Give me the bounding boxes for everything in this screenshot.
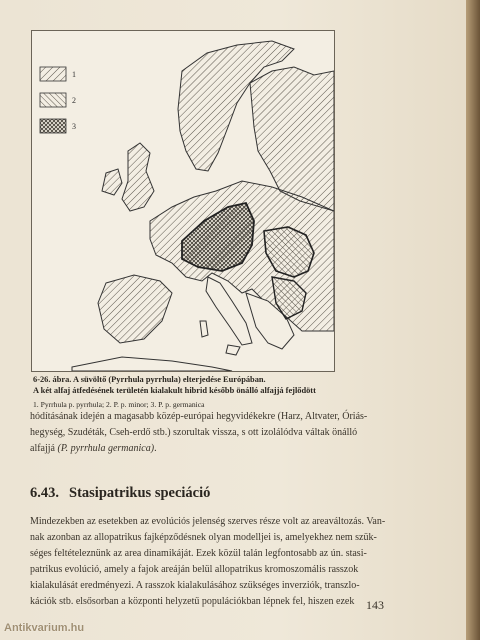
subspecies-name: (P. pyrrhula germanica) xyxy=(57,443,155,454)
intro-line-1: hódításának idején a magasabb közép-európai hegyvidékekre (Harz, Altvater, Óriás- xyxy=(30,411,368,422)
north-africa-coast xyxy=(72,357,232,371)
map-drawing xyxy=(32,31,334,371)
section-paragraph xyxy=(30,514,386,610)
intro-line-3: alfajjá (P. pyrrhula germanica). xyxy=(30,443,157,454)
legend-swatch-1 xyxy=(40,67,66,81)
sardinia-land xyxy=(200,321,208,337)
section-line-1: Mindezekben az esetekben az evolúciós jelenség szerves része volt az areaváltozás. Van- xyxy=(30,516,386,527)
caption-subtitle: A két alfaj átfedésének területén kialakult hibrid később önálló alfajjá fejlődött xyxy=(33,386,316,395)
figure-caption xyxy=(33,374,333,410)
great-britain-land xyxy=(122,143,154,211)
book-spine-edge xyxy=(466,0,480,640)
legend-swatch-3 xyxy=(40,119,66,133)
section-line-4: patrikus evolúció, amely a fajok areáján belül allopatrikus kromoszomális rasszok xyxy=(30,564,359,575)
section-line-6: kációk stb. elsősorban a központi helyzetű populációkban lépnek fel, hiszen ezek xyxy=(30,596,355,607)
iberia-land xyxy=(98,275,172,343)
section-line-5: kialakulását eredményezi. A rasszok kialakulásához szükséges inverziók, transzlo- xyxy=(30,580,360,591)
section-line-3: séges feltételeznünk az area dinamikáját. Ezek közül talán legfontosabb az ún. stasi- xyxy=(30,548,367,559)
species-2: 2. P. p. minor; xyxy=(105,400,149,409)
section-line-2: nak azonban az allopatrikus fajképződésnek olyan modelljei is, amelyekhez nem szük- xyxy=(30,532,377,543)
section-heading xyxy=(30,485,220,502)
watermark: Antikvarium.hu xyxy=(4,622,85,634)
legend-label-3: 3 xyxy=(72,122,76,131)
page-number: 143 xyxy=(366,598,384,612)
species-1: 1. Pyrrhula p. pyrrhula; xyxy=(33,400,105,409)
caption-title: 6-26. ábra. A süvöltő (Pyrrhula pyrrhula) elterjedése Európában. xyxy=(33,375,266,384)
section-number: 6.43. xyxy=(30,485,59,501)
species-3: 3. P. p. germanica xyxy=(150,400,205,409)
sicily-land xyxy=(226,345,240,355)
intro-paragraph xyxy=(30,409,386,457)
ireland-land xyxy=(102,169,122,195)
legend-swatch-2 xyxy=(40,93,66,107)
section-title: Stasipatrikus speciáció xyxy=(69,485,211,501)
legend-label-1: 1 xyxy=(72,70,76,79)
europe-distribution-map xyxy=(31,30,335,372)
intro-line-2: hegység, Szudéták, Cseh-erdő stb.) szorultak vissza, s ott izolálódva váltak önálló xyxy=(30,427,358,438)
legend-label-2: 2 xyxy=(72,96,76,105)
